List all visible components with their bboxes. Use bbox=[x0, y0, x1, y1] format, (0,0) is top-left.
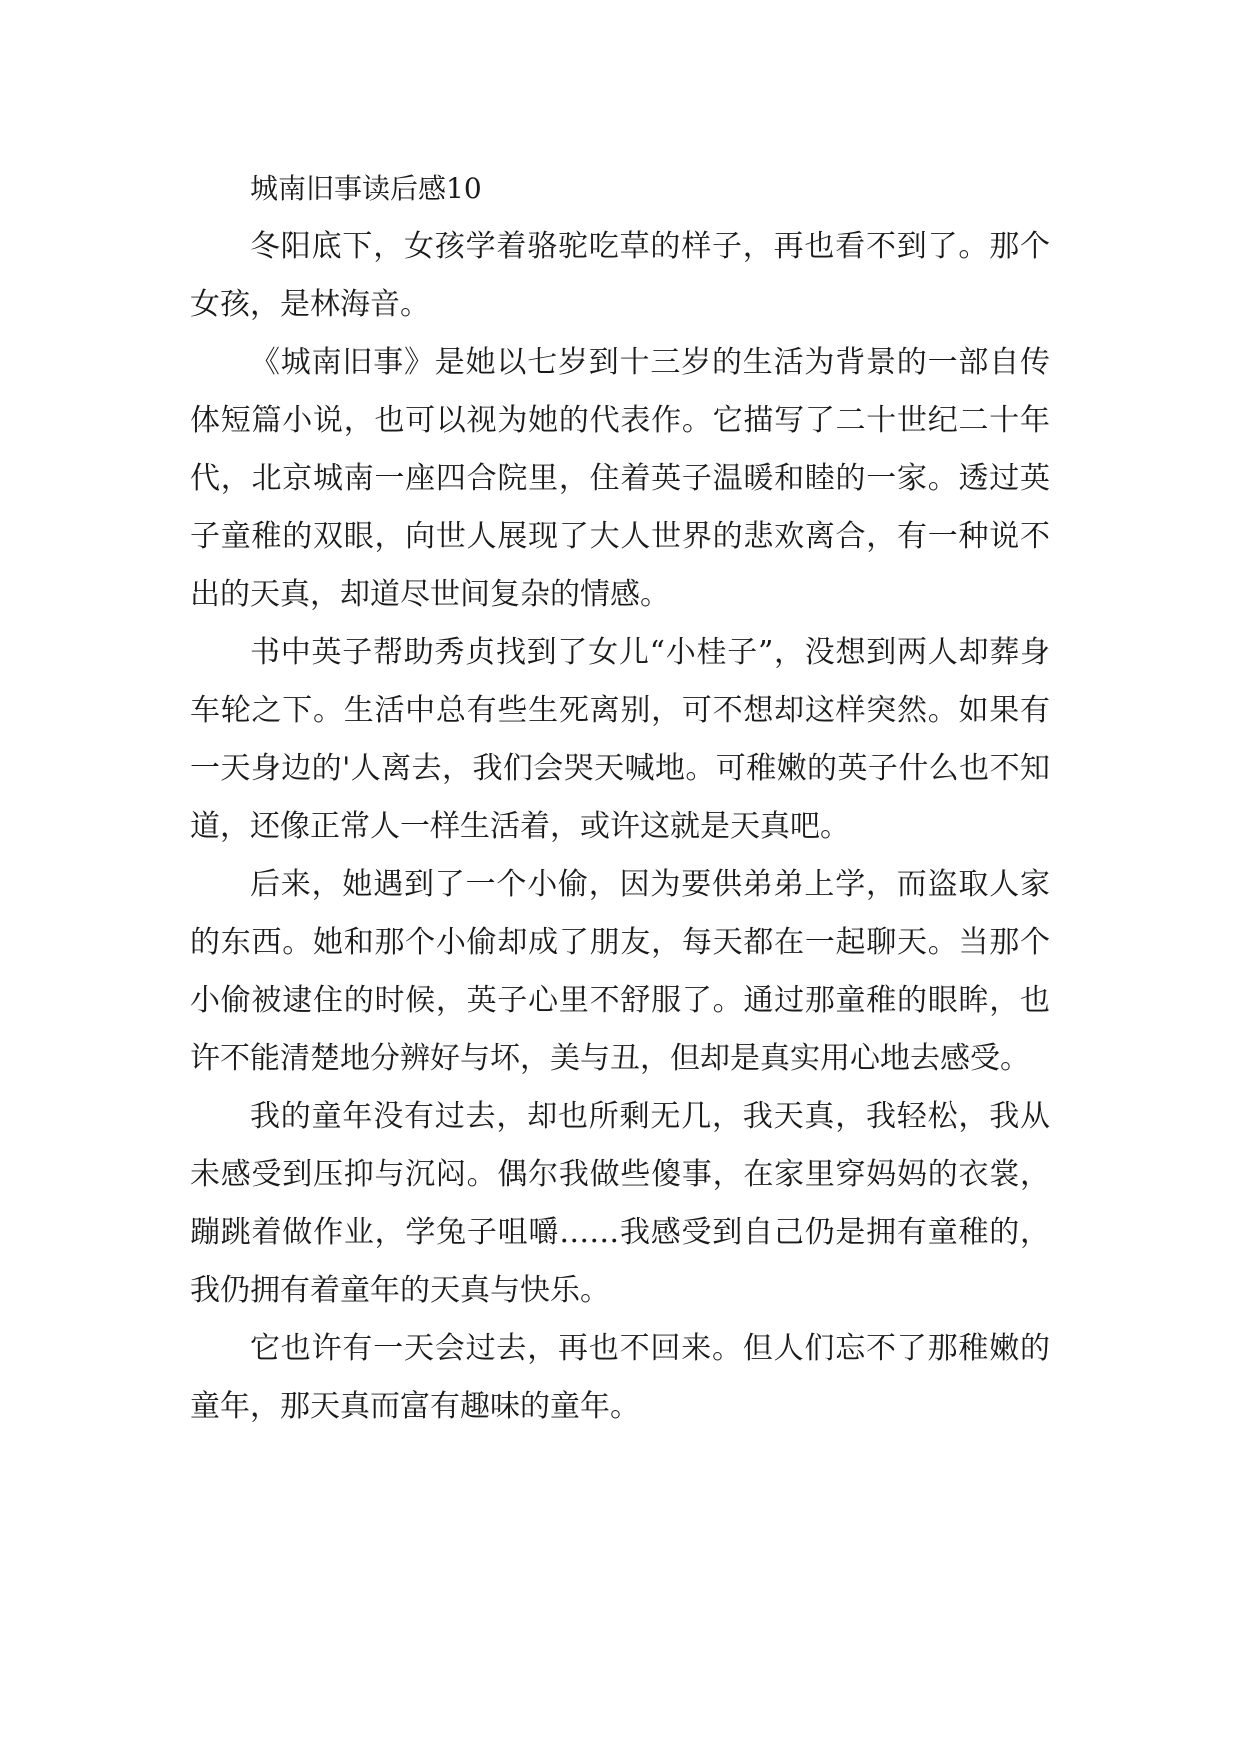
paragraph-6: 它也许有一天会过去，再也不回来。但人们忘不了那稚嫩的童年，那天真而富有趣味的童年。 bbox=[190, 1331, 1050, 1424]
paragraph-2: 《城南旧事》是她以七岁到十三岁的生活为背景的一部自传体短篇小说，也可以视为她的代表作。它描写了二十世纪二十年代，北京城南一座四合院里，住着英子温暖和睦的一家。透过英子童稚的双眼，向世人展现了大人世界的悲欢离合，有一种说不出的天真，却道尽世间复杂的情感。 bbox=[190, 345, 1050, 612]
paragraph-5: 我的童年没有过去，却也所剩无几，我天真，我轻松，我从未感受到压抑与沉闷。偶尔我做些傻事，在家里穿妈妈的衣裳，蹦跳着做作业，学兔子咀嚼……我感受到自己仍是拥有童稚的，我仍拥有着童年的天真与快乐。 bbox=[190, 1099, 1050, 1308]
paragraph-3: 书中英子帮助秀贞找到了女儿“小桂子”，没想到两人却葬身车轮之下。生活中总有些生死离别，可不想却这样突然。如果有一天身边的'人离去，我们会哭天喊地。可稚嫩的英子什么也不知道，还像正常人一样生活着，或许这就是天真吧。 bbox=[190, 635, 1050, 844]
document-title: 城南旧事读后感10 bbox=[250, 172, 482, 205]
paragraph-1: 冬阳底下，女孩学着骆驼吃草的样子，再也看不到了。那个女孩，是林海音。 bbox=[190, 229, 1050, 322]
paragraph-4: 后来，她遇到了一个小偷，因为要供弟弟上学，而盗取人家的东西。她和那个小偷却成了朋友，每天都在一起聊天。当那个小偷被逮住的时候，英子心里不舒服了。通过那童稚的眼眸，也许不能清楚地分辨好与坏，美与丑，但却是真实用心地去感受。 bbox=[190, 867, 1050, 1076]
document-body bbox=[190, 160, 1050, 1436]
